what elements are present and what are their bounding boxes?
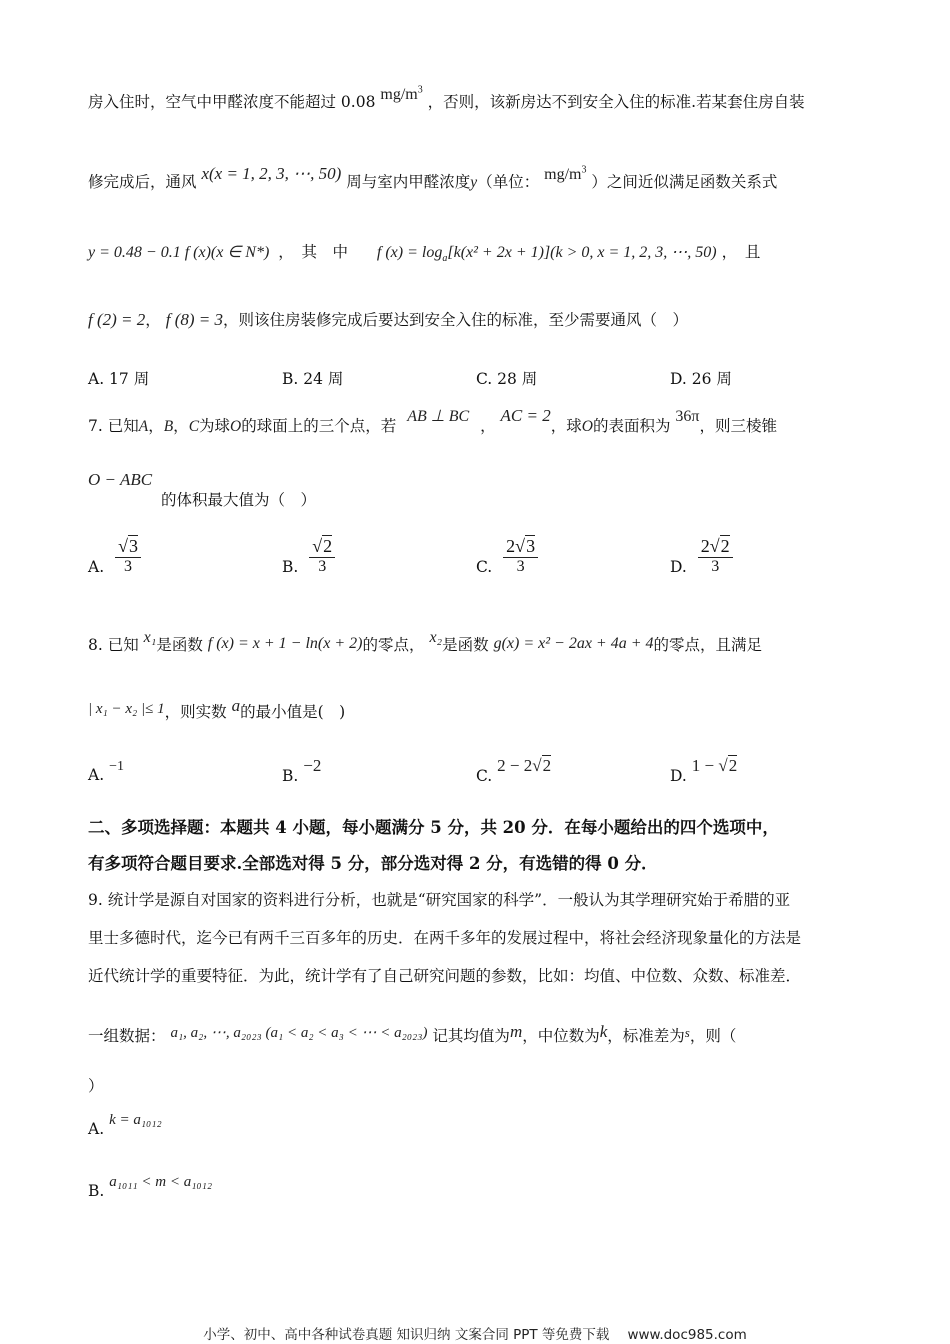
q9-option-a: A. k = a₁₀₁₂ xyxy=(88,1112,162,1138)
fraction: $\frac{√3}{3}$ xyxy=(115,536,141,576)
q6-option-b: B. 24 周 xyxy=(282,370,344,388)
q6-line-1 xyxy=(88,84,805,112)
q7-option-a: A. $\frac{√3}{3}$ xyxy=(88,536,141,576)
fraction: $\frac{2√3}{3}$ xyxy=(503,536,538,576)
math-f2: f (2) = 2 xyxy=(88,310,146,329)
unit-mg-m3: $mg/m^3$ xyxy=(544,164,587,183)
math-36pi: 36π xyxy=(675,408,700,425)
q8-line-2: | x₁ − x₂ |≤ 1，则实数 a的最小值是( ) xyxy=(88,696,346,721)
math-f8: f (8) = 3 xyxy=(165,310,224,329)
q7-line-1: 7. 已知A，B，C为球O的球面上的三个点，若 AB ⊥ BC ， AC = 2，球O的表面积为 36π，则三棱锥 xyxy=(88,406,777,435)
q9-line-3: 近代统计学的重要特征．为此，统计学有了自己研究问题的参数，比如：均值、中位数、众数、标准差． xyxy=(88,967,802,985)
fraction: $\frac{2√2}{3}$ xyxy=(698,536,733,576)
math-s: s xyxy=(684,1025,690,1040)
q6-line-2: 修完成后，通风 x(x = 1, 2, 3, ⋯, 50) 周与室内甲醛浓度y（单位： $mg/m^3$ ）之间近似满足函数关系式 xyxy=(88,164,778,191)
page-footer xyxy=(0,1323,950,1343)
math-x1: x₁ xyxy=(143,629,157,646)
q7-line-2: O − ABC 的体积最大值为（ ） xyxy=(88,470,317,509)
q9-line-4: 一组数据： a₁, a₂, ⋯, a₂₀₂₃ (a₁ < a₂ < a₃ < ⋯ < a₂₀₂₃) 记其均值为m，中位数为k，标准差为$^s$，则（ xyxy=(88,1022,737,1045)
q7-option-b: B. $\frac{√2}{3}$ xyxy=(282,536,335,576)
math-k-a1012: k = a₁₀₁₂ xyxy=(109,1112,162,1128)
unit-mg-m3: $mg/m^3$ xyxy=(380,84,423,103)
math-o-abc: O − ABC xyxy=(88,470,153,489)
math-y-formula: y = 0.48 − 0.1 f (x)(x ∈ N*) xyxy=(88,244,270,261)
q6-option-c: C. 28 周 xyxy=(476,370,538,388)
math-m: m xyxy=(509,1022,523,1041)
q8-option-c: C. 2 − 2√2 xyxy=(476,756,552,785)
q8-line-1: 8. 已知 x₁是函数 f (x) = x + 1 − ln(x + 2)的零点， x₂是函数 g(x) = x² − 2ax + 4a + 4的零点，且满足 xyxy=(88,629,763,654)
math-a1011-m-a1012: a₁₀₁₁ < m < a₁₀₁₂ xyxy=(109,1174,213,1190)
q6-text: ，否则，该新房达不到安全入住的标准.若某套住房自装 xyxy=(427,93,805,111)
math-abs-diff: | x₁ − x₂ |≤ 1 xyxy=(88,701,165,717)
section-heading: 二、多项选择题：本题共 4 小题，每小题满分 5 分，共 20 分．在每小题给出的四个选项中， xyxy=(88,818,779,837)
q8-option-b: B. −2 xyxy=(282,756,322,785)
q7-option-c: C. $\frac{2√3}{3}$ xyxy=(476,536,538,576)
q7-option-d: D. $\frac{2√2}{3}$ xyxy=(670,536,733,576)
fraction: $\frac{√2}{3}$ xyxy=(309,536,335,576)
math-x-range: x(x = 1, 2, 3, ⋯, 50) xyxy=(201,164,342,183)
math-k: k xyxy=(599,1022,608,1041)
q8-option-a: A. −1 xyxy=(88,759,124,784)
q6-line-3: y = 0.48 − 0.1 f (x)(x ∈ N*) ， 其 中 f $(x) = \log_a[k(x^2 + 2x + 1)](k > 0$, x = 1, 2, 3, ⋯, 50) ， 且 xyxy=(88,243,761,265)
footer-text: 小学、初中、高中各种试卷真题 知识归纳 文案合同 PPT 等免费下载 xyxy=(203,1327,610,1343)
section-heading: 有多项符合题目要求.全部选对得 5 分，部分选对得 2 分，有选错的得 0 分． xyxy=(88,854,658,873)
math-ac-2: AC = 2 xyxy=(500,406,551,425)
math-x2: x₂ xyxy=(429,629,443,646)
q6-line-4: f (2) = 2， f (8) = 3，则该住房装修完成后要达到安全入住的标准，至少需要通风（ ） xyxy=(88,310,689,329)
math-f-def: f (x) = x + 1 − ln(x + 2) xyxy=(207,635,363,652)
q6-text: 房入住时，空气中甲醛浓度不能超过 0.08 xyxy=(88,93,376,111)
math-data-set: a₁, a₂, ⋯, a₂₀₂₃ (a₁ < a₂ < a₃ < ⋯ < a₂₀₂₃) xyxy=(170,1025,428,1041)
q6-option-a: A. 17 周 xyxy=(88,370,150,388)
math-g-def: g(x) = x² − 2ax + 4a + 4 xyxy=(493,635,654,652)
q8-option-d: D. 1 − √2 xyxy=(670,756,738,785)
q6-option-d: D. 26 周 xyxy=(670,370,732,388)
q9-line-2: 里士多德时代，迄今已有两千三百多年的历史．在两千多年的发展过程中，将社会经济现象量化的方法是 xyxy=(88,929,802,947)
math-f-formula: f $(x) = \log_a[k(x^2 + 2x + 1)](k > 0$, x = 1, 2, 3, ⋯, 50) xyxy=(376,244,717,265)
math-a: a xyxy=(231,696,241,715)
math-ab-perp-bc: AB ⊥ BC xyxy=(407,408,470,425)
q9-line-5: ） xyxy=(88,1077,104,1095)
q9-line-1: 9. 统计学是源自对国家的资料进行分析，也就是“研究国家的科学”．一般认为其学理研究始于希腊的亚 xyxy=(88,891,791,909)
footer-site-link[interactable]: www.doc985.com xyxy=(627,1327,747,1343)
q9-option-b: B. a₁₀₁₁ < m < a₁₀₁₂ xyxy=(88,1174,213,1200)
